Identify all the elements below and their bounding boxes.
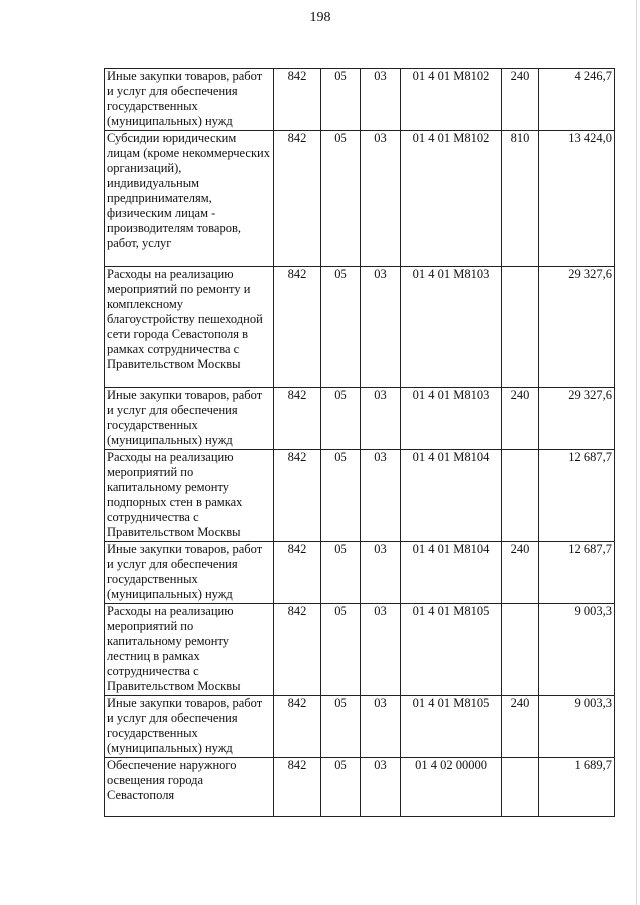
cell-vr: [502, 604, 539, 696]
cell-rz: 05: [321, 131, 361, 267]
cell-ved: 842: [274, 69, 321, 131]
cell-csr: 01 4 01 M8102: [401, 131, 502, 267]
cell-vr: 810: [502, 131, 539, 267]
cell-name: Иные закупки товаров, работ и услуг для обеспечения государственных (муниципальных) нужд: [105, 696, 274, 758]
cell-ved: 842: [274, 267, 321, 388]
cell-pr: 03: [361, 542, 401, 604]
table-row: [105, 758, 615, 817]
cell-sum: 9 003,3: [539, 696, 615, 758]
table-row: [105, 604, 615, 696]
cell-sum: 1 689,7: [539, 758, 615, 817]
cell-vr: 240: [502, 69, 539, 131]
cell-rz: 05: [321, 696, 361, 758]
cell-pr: 03: [361, 758, 401, 817]
cell-name: Расходы на реализацию мероприятий по ремонту и комплексному благоустройству пешеходной сети города Севастополя в рамках сотрудничества с Правительством Москвы: [105, 267, 274, 388]
cell-pr: 03: [361, 604, 401, 696]
cell-ved: 842: [274, 758, 321, 817]
table-row: [105, 131, 615, 267]
cell-vr: [502, 758, 539, 817]
budget-table: [104, 68, 615, 817]
cell-rz: 05: [321, 69, 361, 131]
cell-sum: 12 687,7: [539, 542, 615, 604]
cell-vr: 240: [502, 696, 539, 758]
cell-vr: 240: [502, 542, 539, 604]
cell-vr: [502, 267, 539, 388]
page-number: 198: [309, 10, 331, 25]
table-row: [105, 696, 615, 758]
cell-vr: [502, 450, 539, 542]
cell-rz: 05: [321, 267, 361, 388]
cell-sum: 29 327,6: [539, 388, 615, 450]
cell-csr: 01 4 01 M8103: [401, 388, 502, 450]
cell-csr: 01 4 01 M8102: [401, 69, 502, 131]
cell-csr: 01 4 01 M8103: [401, 267, 502, 388]
cell-sum: 12 687,7: [539, 450, 615, 542]
cell-pr: 03: [361, 131, 401, 267]
cell-vr: 240: [502, 388, 539, 450]
table-row: [105, 542, 615, 604]
cell-sum: 13 424,0: [539, 131, 615, 267]
table-row: [105, 267, 615, 388]
cell-rz: 05: [321, 542, 361, 604]
cell-rz: 05: [321, 388, 361, 450]
table-row: [105, 388, 615, 450]
cell-pr: 03: [361, 388, 401, 450]
cell-name: Иные закупки товаров, работ и услуг для обеспечения государственных (муниципальных) нужд: [105, 388, 274, 450]
cell-ved: 842: [274, 542, 321, 604]
cell-pr: 03: [361, 450, 401, 542]
cell-name: Расходы на реализацию мероприятий по капитальному ремонту подпорных стен в рамках сотрудничества с Правительством Москвы: [105, 450, 274, 542]
cell-name: Субсидии юридическим лицам (кроме некоммерческих организаций), индивидуальным предпринимателям, физическим лицам - производителям товаров, работ, услуг: [105, 131, 274, 267]
cell-name: Иные закупки товаров, работ и услуг для обеспечения государственных (муниципальных) нужд: [105, 542, 274, 604]
table-body: [105, 69, 615, 817]
cell-rz: 05: [321, 758, 361, 817]
cell-rz: 05: [321, 450, 361, 542]
cell-name: Иные закупки товаров, работ и услуг для обеспечения государственных (муниципальных) нужд: [105, 69, 274, 131]
cell-csr: 01 4 01 M8105: [401, 696, 502, 758]
cell-ved: 842: [274, 388, 321, 450]
table-row: [105, 69, 615, 131]
cell-pr: 03: [361, 69, 401, 131]
cell-sum: 9 003,3: [539, 604, 615, 696]
cell-ved: 842: [274, 131, 321, 267]
cell-pr: 03: [361, 696, 401, 758]
cell-name: Расходы на реализацию мероприятий по капитальному ремонту лестниц в рамках сотрудничества с Правительством Москвы: [105, 604, 274, 696]
table-row: [105, 450, 615, 542]
scan-edge-line: [636, 0, 637, 905]
cell-pr: 03: [361, 267, 401, 388]
cell-name: Обеспечение наружного освещения города Севастополя: [105, 758, 274, 817]
cell-csr: 01 4 01 M8105: [401, 604, 502, 696]
cell-csr: 01 4 02 00000: [401, 758, 502, 817]
cell-rz: 05: [321, 604, 361, 696]
cell-sum: 4 246,7: [539, 69, 615, 131]
cell-ved: 842: [274, 450, 321, 542]
cell-ved: 842: [274, 604, 321, 696]
cell-sum: 29 327,6: [539, 267, 615, 388]
cell-csr: 01 4 01 M8104: [401, 542, 502, 604]
cell-ved: 842: [274, 696, 321, 758]
cell-csr: 01 4 01 M8104: [401, 450, 502, 542]
